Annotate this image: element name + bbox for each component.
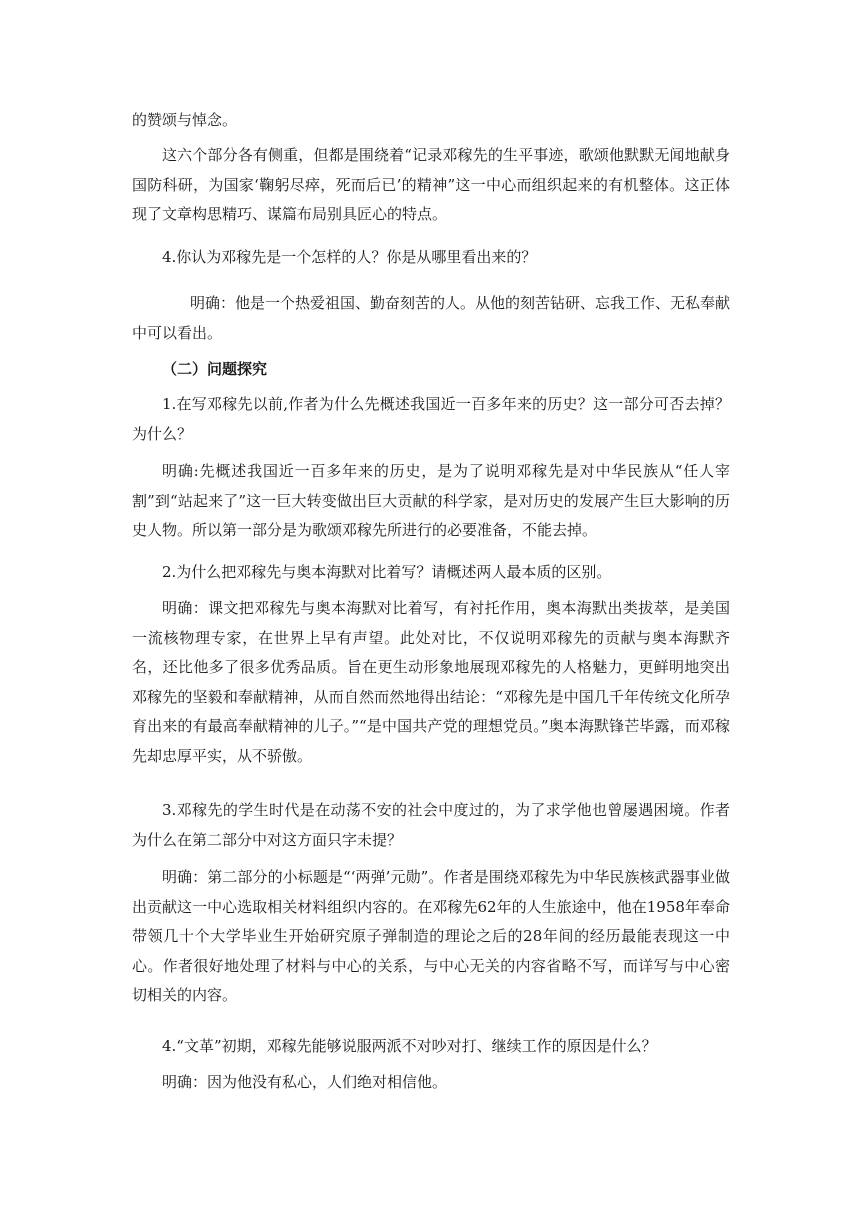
answer-4: 明确：他是一个热爱祖国、勤奋刻苦的人。从他的刻苦钻研、忘我工作、无私奉献中可以看出。 — [132, 294, 731, 342]
inquiry-question-2: 2.为什么把邓稼先与奥本海默对比着写？请概述两人最本质的区别。 — [162, 563, 612, 581]
question-4: 4.你认为邓稼先是一个怎样的人？你是从哪里看出来的？ — [162, 248, 537, 266]
section-heading: （二）问题探究 — [162, 360, 268, 378]
inquiry-answer-2: 明确：课文把邓稼先与奥本海默对比着写，有衬托作用，奥本海默出类拔萃，是美国一流核物理专家，在世界上早有声望。此处对比，不仅说明邓稼先的贡献与奥本海默齐名，还比他多了很多优秀品质。旨在更生动形象地展现邓稼先的人格魅力，更鲜明地突出邓稼先的坚毅和奉献精神，从而自然而然地得出结论：“邓稼先是中国几千年传统文化所孕育出来的有最高奉献精神的儿子。”“是中国共产党的理想党员。”奥本海默锋芒毕露，而邓稼先却忠厚平实，从不骄傲。 — [132, 599, 730, 765]
inquiry-question-3: 3.邓稼先的学生时代是在动荡不安的社会中度过的，为了求学他也曾屡遇困境。作者为什么在第二部分中对这方面只字未提？ — [132, 801, 730, 849]
inquiry-question-1: 1.在写邓稼先以前,作者为什么先概述我国近一百多年来的历史？这一部分可否去掉？为什么？ — [132, 395, 730, 443]
inquiry-answer-4: 明确：因为他没有私心，人们绝对相信他。 — [162, 1073, 448, 1091]
paragraph-structure-summary: 这六个部分各有侧重，但都是围绕着“记录邓稼先的生平事迹，歌颂他默默无闻地献身国防科研，为国家‘鞠躬尽瘁，死而后已’的精神”这一中心而组织起来的有机整体。这正体现了文章构思精巧、谋篇布局别具匠心的特点。 — [132, 146, 730, 223]
inquiry-answer-3: 明确：第二部分的小标题是“‘两弹’元勋”。作者是围绕邓稼先为中华民族核武器事业做出贡献这一中心选取相关材料组织内容的。在邓稼先62年的人生旅途中，他在1958年奉命带领几十个大学毕业生开始研究原子弹制造的理论之后的28年间的经历最能表现这一中心。作者很好地处理了材料与中心的关系，与中心无关的内容省略不写，而详写与中心密切相关的内容。 — [132, 868, 730, 1004]
inquiry-answer-1: 明确:先概述我国近一百多年来的历史，是为了说明邓稼先是对中华民族从“任人宰割”到“站起来了”这一巨大转变做出巨大贡献的科学家，是对历史的发展产生巨大影响的历史人物。所以第一部分是为歌颂邓稼先所进行的必要准备，不能去掉。 — [132, 462, 730, 539]
paragraph-intro-end: 的赞颂与悼念。 — [132, 111, 238, 129]
inquiry-question-4: 4.“文革”初期，邓稼先能够说服两派不对吵对打、继续工作的原因是什么？ — [162, 1037, 657, 1055]
